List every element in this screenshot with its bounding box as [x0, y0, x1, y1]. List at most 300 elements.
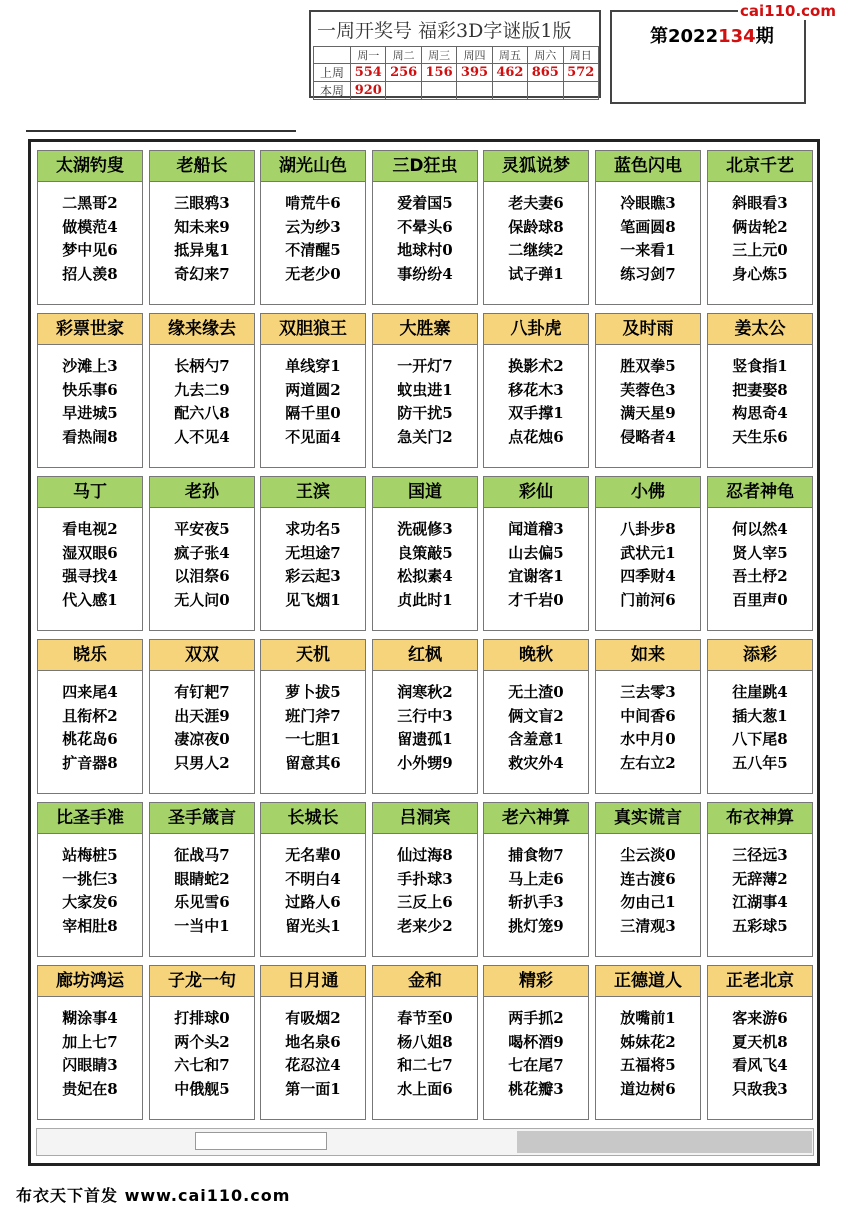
riddle-line: 双手撑1: [508, 404, 564, 422]
riddle-line: 洗砚修3: [397, 520, 453, 538]
riddle-lines: [261, 671, 365, 775]
riddle-line: 事纷纷4: [397, 264, 453, 283]
riddle-line: 代入感1: [62, 590, 118, 609]
expert-name: 日月通: [261, 966, 365, 997]
riddle-line: 桃花岛6: [62, 730, 118, 748]
expert-name: 太湖钓叟: [38, 151, 142, 182]
riddle-lines: [596, 345, 700, 449]
riddle-line: 急关门2: [397, 427, 453, 446]
draw-number: [386, 82, 421, 100]
riddle-line: 马上走6: [508, 869, 564, 888]
expert-cell: [595, 150, 701, 305]
day-label: 周四: [457, 47, 492, 64]
riddle-line: 连古渡6: [620, 869, 676, 888]
riddle-line: 糊涂事4: [62, 1009, 118, 1027]
riddle-line: 配六八8: [174, 404, 230, 422]
draw-number: [563, 82, 599, 100]
expert-name: 如来: [596, 640, 700, 671]
riddle-line: 八卦步8: [620, 520, 676, 538]
expert-cell: [260, 802, 366, 957]
draw-number: [492, 82, 527, 100]
expert-cell: [707, 150, 813, 305]
expert-name: 天机: [261, 640, 365, 671]
expert-name: 长城长: [261, 803, 365, 834]
expert-cell: [483, 476, 589, 631]
riddle-line: 眼睛蛇2: [174, 869, 230, 888]
riddle-line: 爱着国5: [397, 194, 453, 212]
last-week-row: [314, 64, 599, 82]
expert-name: 王滨: [261, 477, 365, 508]
riddle-line: 客来游6: [732, 1009, 788, 1027]
riddle-line: 保龄球8: [508, 217, 564, 236]
board-row: [37, 476, 817, 639]
riddle-line: 三眼鸦3: [174, 194, 230, 212]
riddle-line: 湿双眼6: [62, 543, 118, 562]
riddle-line: 三去零3: [620, 683, 676, 701]
riddle-line: 胜双拳5: [620, 357, 676, 375]
riddle-lines: [596, 834, 700, 938]
draw-number: 156: [421, 64, 456, 82]
expert-cell: [149, 965, 255, 1120]
board-row: [37, 965, 817, 1128]
riddle-line: 地名泉6: [285, 1032, 341, 1051]
riddle-line: 把妻娶8: [732, 380, 788, 399]
riddle-line: 仙过海8: [397, 846, 453, 864]
expert-cell: [707, 639, 813, 794]
expert-name: 三D狂虫: [373, 151, 477, 182]
expert-cell: [595, 639, 701, 794]
this-week-label: 本周: [314, 82, 351, 100]
expert-name: 双胆狼王: [261, 314, 365, 345]
bottom-bar-shade: [517, 1131, 812, 1153]
riddle-line: 五福将5: [620, 1056, 676, 1074]
riddle-lines: [150, 834, 254, 938]
riddle-line: 构思奇4: [732, 404, 788, 422]
expert-name: 北京千艺: [708, 151, 812, 182]
expert-cell: [483, 802, 589, 957]
riddle-line: 平安夜5: [174, 520, 230, 538]
riddle-line: 良策敲5: [397, 543, 453, 562]
expert-name: 国道: [373, 477, 477, 508]
riddle-line: 无人问0: [174, 590, 230, 609]
riddle-line: 留意其6: [285, 753, 341, 772]
riddle-lines: [373, 834, 477, 938]
riddle-line: 小外甥9: [397, 753, 453, 772]
riddle-line: 吾土杼2: [732, 567, 788, 585]
riddle-line: 八下尾8: [732, 730, 788, 748]
riddle-line: 道边树6: [620, 1079, 676, 1098]
panel-title: 一周开奖号 福彩3D字谜版1版: [317, 20, 572, 42]
riddle-line: 侵略者4: [620, 427, 676, 446]
expert-cell: [37, 313, 143, 468]
riddle-line: 凄凉夜0: [174, 730, 230, 748]
riddle-line: 杨八姐8: [397, 1032, 453, 1051]
riddle-line: 三反上6: [397, 893, 453, 911]
riddle-line: 留光头1: [285, 916, 341, 935]
expert-cell: [149, 313, 255, 468]
riddle-line: 门前河6: [620, 590, 676, 609]
riddle-line: 一开灯7: [397, 357, 453, 375]
riddle-line: 看电视2: [62, 520, 118, 538]
riddle-lines: [261, 508, 365, 612]
expert-cell: [372, 802, 478, 957]
expert-cell: [37, 150, 143, 305]
riddle-lines: [38, 834, 142, 938]
board-row: [37, 313, 817, 476]
expert-name: 红枫: [373, 640, 477, 671]
expert-cell: [260, 150, 366, 305]
riddle-lines: [261, 345, 365, 449]
riddle-line: 一当中1: [174, 916, 230, 935]
riddle-line: 六七和7: [174, 1056, 230, 1074]
riddle-line: 身心炼5: [732, 264, 788, 283]
riddle-lines: [261, 997, 365, 1101]
riddle-line: 夏天机8: [732, 1032, 788, 1051]
expert-name: 灵狐说梦: [484, 151, 588, 182]
riddle-lines: [150, 508, 254, 612]
riddle-line: 云为纱3: [285, 217, 341, 236]
expert-cell: [595, 965, 701, 1120]
riddle-line: 加上七7: [62, 1032, 118, 1051]
riddle-lines: [708, 345, 812, 449]
expert-cell: [707, 802, 813, 957]
riddle-lines: [373, 508, 477, 612]
board-row: [37, 802, 817, 965]
expert-cell: [483, 313, 589, 468]
riddle-board: [37, 150, 817, 1128]
riddle-line: 乐见雪6: [174, 893, 230, 911]
riddle-line: 两手抓2: [508, 1009, 564, 1027]
divider: [26, 130, 296, 132]
riddle-line: 无名辈0: [285, 846, 341, 864]
riddle-lines: [484, 182, 588, 286]
expert-name: 比圣手准: [38, 803, 142, 834]
riddle-line: 四季财4: [620, 567, 676, 585]
expert-name: 马丁: [38, 477, 142, 508]
riddle-line: 长柄勺7: [174, 357, 230, 375]
riddle-line: 知未来9: [174, 217, 230, 236]
expert-cell: [260, 965, 366, 1120]
riddle-line: 闪眼睛3: [62, 1056, 118, 1074]
riddle-line: 地球村0: [397, 241, 453, 259]
riddle-line: 无老少0: [285, 264, 341, 283]
expert-cell: [37, 476, 143, 631]
riddle-line: 沙滩上3: [62, 357, 118, 375]
riddle-line: 喝杯酒9: [508, 1032, 564, 1051]
riddle-lines: [596, 997, 700, 1101]
riddle-line: 且衔杯2: [62, 706, 118, 725]
expert-name: 湖光山色: [261, 151, 365, 182]
day-label: 周六: [528, 47, 563, 64]
expert-cell: [483, 150, 589, 305]
riddle-line: 二继续2: [508, 241, 564, 259]
riddle-line: 救灾外4: [508, 753, 564, 772]
riddle-line: 留遗孤1: [397, 730, 453, 748]
riddle-line: 冷眼瞧3: [620, 194, 676, 212]
expert-cell: [595, 802, 701, 957]
riddle-line: 武状元1: [620, 543, 676, 562]
riddle-line: 有吸烟2: [285, 1009, 341, 1027]
expert-name: 晓乐: [38, 640, 142, 671]
draw-number: 920: [351, 82, 386, 100]
weekly-draw-panel: [309, 10, 601, 98]
riddle-lines: [484, 671, 588, 775]
riddle-line: 一挑仨3: [62, 869, 118, 888]
draw-number: [421, 82, 456, 100]
expert-name: 正德道人: [596, 966, 700, 997]
day-label: 周五: [492, 47, 527, 64]
expert-name: 彩仙: [484, 477, 588, 508]
riddle-line: 中俄舰5: [174, 1079, 230, 1098]
riddle-lines: [150, 182, 254, 286]
riddle-line: 以泪祭6: [174, 567, 230, 585]
issue-prefix: 第2022: [650, 26, 719, 47]
riddle-lines: [38, 182, 142, 286]
riddle-line: 贵妃在8: [62, 1079, 118, 1098]
draw-number: 462: [492, 64, 527, 82]
riddle-line: 不见面4: [285, 427, 341, 446]
riddle-line: 竖食指1: [732, 357, 788, 375]
riddle-line: 江湖事4: [732, 893, 788, 911]
riddle-line: 含羞意1: [508, 730, 564, 748]
riddle-line: 姊妹花2: [620, 1032, 676, 1051]
expert-cell: [372, 150, 478, 305]
riddle-line: 疯子张4: [174, 543, 230, 562]
expert-name: 八卦虎: [484, 314, 588, 345]
expert-cell: [483, 639, 589, 794]
riddle-line: 水中月0: [620, 730, 676, 748]
riddle-lines: [38, 508, 142, 612]
riddle-line: 才千岩0: [508, 590, 564, 609]
riddle-line: 出天涯9: [174, 706, 230, 725]
expert-name: 廊坊鸿运: [38, 966, 142, 997]
riddle-line: 奇幻来7: [174, 264, 230, 283]
riddle-line: 中间香6: [620, 706, 676, 725]
riddle-line: 大家发6: [62, 893, 118, 911]
riddle-lines: [38, 345, 142, 449]
draw-number: [457, 82, 492, 100]
expert-name: 姜太公: [708, 314, 812, 345]
expert-name: 晚秋: [484, 640, 588, 671]
riddle-line: 贤人宰5: [732, 543, 788, 562]
riddle-line: 俩文盲2: [508, 706, 564, 725]
riddle-line: 宰相肚8: [62, 916, 118, 935]
expert-name: 子龙一句: [150, 966, 254, 997]
riddle-line: 不晕头6: [397, 217, 453, 236]
riddle-lines: [596, 671, 700, 775]
riddle-line: 一七胆1: [285, 730, 341, 748]
riddle-line: 何以然4: [732, 520, 788, 538]
issue-panel: [610, 10, 806, 104]
expert-name: 老孙: [150, 477, 254, 508]
riddle-line: 宜谢客1: [508, 567, 564, 585]
expert-name: 双双: [150, 640, 254, 671]
riddle-line: 放嘴前1: [620, 1009, 676, 1027]
riddle-line: 和二七7: [397, 1056, 453, 1074]
riddle-line: 往崖跳4: [732, 683, 788, 701]
board-row: [37, 639, 817, 802]
riddle-line: 花忍泣4: [285, 1056, 341, 1074]
board-row: [37, 150, 817, 313]
riddle-line: 见飞烟1: [285, 590, 341, 609]
riddle-line: 三清观3: [620, 916, 676, 935]
riddle-line: 贞此时1: [397, 590, 453, 609]
expert-name: 真实谎言: [596, 803, 700, 834]
riddle-lines: [150, 345, 254, 449]
day-label: 周一: [351, 47, 386, 64]
riddle-line: 人不见4: [174, 427, 230, 446]
draw-number: 865: [528, 64, 563, 82]
riddle-line: 捕食物7: [508, 846, 564, 864]
riddle-line: 不明白4: [285, 869, 341, 888]
expert-cell: [37, 639, 143, 794]
riddle-line: 单线穿1: [285, 357, 341, 375]
riddle-line: 勿由己1: [620, 893, 676, 911]
riddle-line: 班门斧7: [285, 706, 341, 725]
riddle-lines: [708, 671, 812, 775]
riddle-line: 五八年5: [732, 753, 788, 772]
day-label: 周二: [386, 47, 421, 64]
draw-number: 395: [457, 64, 492, 82]
riddle-line: 水上面6: [397, 1079, 453, 1098]
riddle-lines: [708, 997, 812, 1101]
expert-cell: [260, 639, 366, 794]
riddle-line: 手扑球3: [397, 869, 453, 888]
expert-name: 老六神算: [484, 803, 588, 834]
riddle-line: 无土渣0: [508, 683, 564, 701]
weekly-draw-table: [313, 46, 599, 100]
riddle-line: 俩齿轮2: [732, 217, 788, 236]
expert-name: 精彩: [484, 966, 588, 997]
riddle-line: 试子弹1: [508, 264, 564, 283]
expert-name: 圣手箴言: [150, 803, 254, 834]
expert-cell: [372, 313, 478, 468]
expert-cell: [149, 802, 255, 957]
riddle-line: 第一面1: [285, 1079, 341, 1098]
this-week-row: [314, 82, 599, 100]
riddle-lines: [484, 997, 588, 1101]
riddle-line: 满天星9: [620, 404, 676, 422]
riddle-line: 有钉耙7: [174, 683, 230, 701]
riddle-line: 三径远3: [732, 846, 788, 864]
riddle-line: 萝卜拔5: [285, 683, 341, 701]
expert-cell: [707, 313, 813, 468]
last-week-label: 上周: [314, 64, 351, 82]
expert-name: 老船长: [150, 151, 254, 182]
riddle-line: 山去偏5: [508, 543, 564, 562]
riddle-line: 三上元0: [732, 241, 788, 259]
riddle-line: 斜眼看3: [732, 194, 788, 212]
riddle-lines: [484, 508, 588, 612]
expert-cell: [37, 802, 143, 957]
riddle-lines: [373, 182, 477, 286]
riddle-line: 挑灯笼9: [508, 916, 564, 935]
riddle-line: 尘云淡0: [620, 846, 676, 864]
riddle-line: 看风飞4: [732, 1056, 788, 1074]
expert-cell: [372, 639, 478, 794]
riddle-line: 不清醒5: [285, 241, 341, 259]
site-watermark: cai110.com: [740, 2, 836, 20]
draw-number: 572: [563, 64, 599, 82]
bottom-bar-field: [195, 1132, 327, 1150]
expert-name: 正老北京: [708, 966, 812, 997]
riddle-line: 征战马7: [174, 846, 230, 864]
days-row: [314, 47, 599, 64]
riddle-line: 芙蓉色3: [620, 380, 676, 399]
expert-cell: [37, 965, 143, 1120]
expert-name: 大胜寨: [373, 314, 477, 345]
expert-name: 缘来缘去: [150, 314, 254, 345]
draw-number: 256: [386, 64, 421, 82]
expert-cell: [149, 150, 255, 305]
riddle-line: 松拟素4: [397, 567, 453, 585]
riddle-line: 移花木3: [508, 380, 564, 399]
riddle-line: 五彩球5: [732, 916, 788, 935]
riddle-lines: [373, 345, 477, 449]
bottom-bar: [36, 1128, 814, 1156]
riddle-line: 闻道稽3: [508, 520, 564, 538]
expert-cell: [260, 313, 366, 468]
riddle-line: 防干扰5: [397, 404, 453, 422]
riddle-lines: [261, 834, 365, 938]
riddle-line: 隔千里0: [285, 404, 341, 422]
riddle-line: 七在尾7: [508, 1056, 564, 1074]
riddle-lines: [150, 671, 254, 775]
expert-cell: [372, 476, 478, 631]
riddle-line: 九去二9: [174, 380, 230, 399]
issue-suffix: 期: [755, 26, 774, 47]
expert-name: 蓝色闪电: [596, 151, 700, 182]
expert-cell: [595, 476, 701, 631]
riddle-line: 求功名5: [285, 520, 341, 538]
expert-name: 添彩: [708, 640, 812, 671]
riddle-lines: [38, 671, 142, 775]
riddle-line: 两个头2: [174, 1032, 230, 1051]
riddle-line: 蚊虫进1: [397, 380, 453, 399]
riddle-line: 站梅桩5: [62, 846, 118, 864]
expert-cell: [372, 965, 478, 1120]
riddle-line: 彩云起3: [285, 567, 341, 585]
riddle-line: 无坦途7: [285, 543, 341, 562]
riddle-line: 啃荒牛6: [285, 194, 341, 212]
riddle-lines: [708, 834, 812, 938]
riddle-line: 春节至0: [397, 1009, 453, 1027]
riddle-lines: [373, 997, 477, 1101]
riddle-line: 看热闹8: [62, 427, 118, 446]
expert-name: 彩票世家: [38, 314, 142, 345]
riddle-lines: [596, 182, 700, 286]
riddle-line: 笔画圆8: [620, 217, 676, 236]
expert-cell: [483, 965, 589, 1120]
riddle-lines: [373, 671, 477, 775]
riddle-lines: [708, 508, 812, 612]
riddle-line: 三行中3: [397, 706, 453, 725]
issue-id: 134: [718, 26, 756, 47]
riddle-line: 只男人2: [174, 753, 230, 772]
issue-number: [650, 22, 774, 48]
riddle-line: 快乐事6: [62, 380, 118, 399]
day-label: 周三: [421, 47, 456, 64]
riddle-line: 桃花瓣3: [508, 1079, 564, 1098]
riddle-lines: [484, 345, 588, 449]
riddle-line: 打排球0: [174, 1009, 230, 1027]
riddle-line: 抵异鬼1: [174, 241, 230, 259]
riddle-line: 强寻找4: [62, 567, 118, 585]
riddle-line: 百里声0: [732, 590, 788, 609]
expert-cell: [595, 313, 701, 468]
draw-number: 554: [351, 64, 386, 82]
riddle-line: 两道圆2: [285, 380, 341, 399]
